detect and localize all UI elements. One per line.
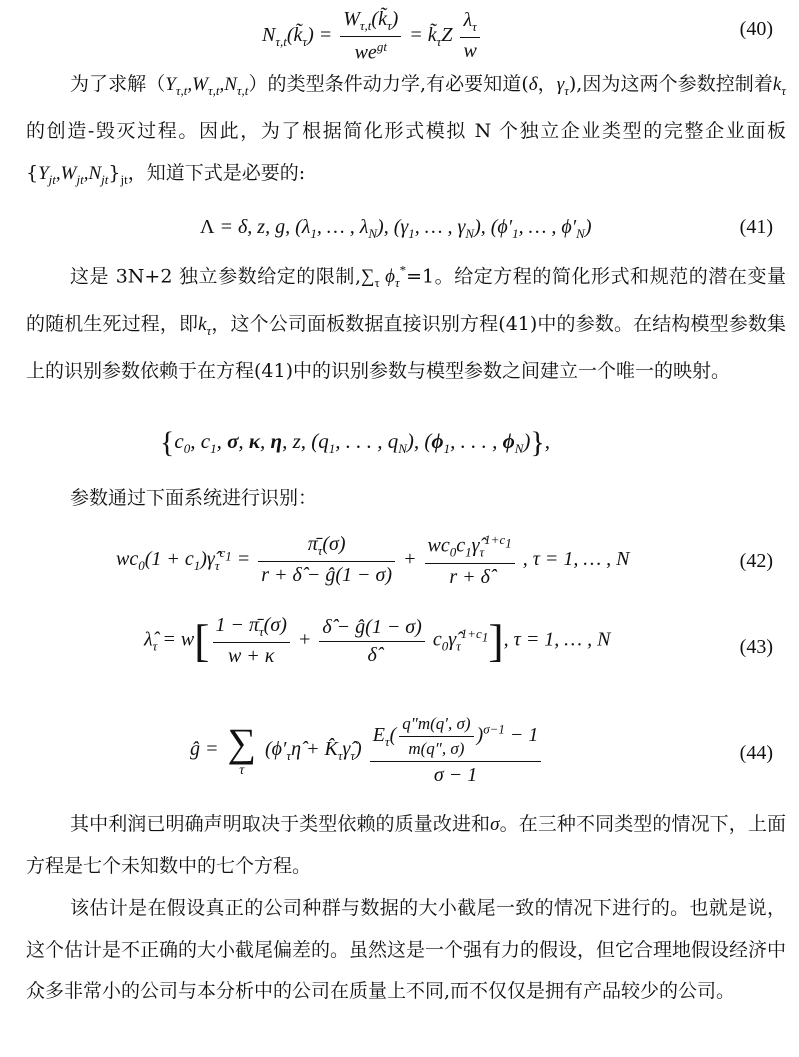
paragraph-2: 这是 3N+2 独立参数给定的限制$,\sum_\tau$ $\phi_\tau^*=1$。给定方程的简化形式和规范的潜在变量的随机生死过程，即$k_\tau$，这个公司面板数据直接识别方程(41)中的参数。在结构模型参数集上的识别参数依赖于在方程(41)中的识别参数与模型参数之间建立一个唯一的映射。: [26, 263, 787, 382]
equation-43-body: $\lambdâ_\tau = w$[ $\frac{1 - \pī_\tau(\sigma)}{w + \kappa}$ + $\frac{\deltâ - ĝ(1 - \sigma)}{\deltâ}$ $c_0\gammâ_\tau^{1+c_1}$], τ = 1, … , N: [144, 614, 611, 667]
paragraph-5: 该估计是在假设真正的公司种群与数据的大小截尾一致的情况下进行的。也就是说，这个估计是不正确的大小截尾偏差的。虽然这是一个强有力的假设，但它合理地假设经济中众多非常小的公司与本分析中的公司在质量上不同,而不仅仅是拥有产品较少的公司。: [26, 897, 787, 1002]
equation-43-number: (43): [739, 636, 773, 658]
equation-41-body: Λ = δ, z, g, ($\lambda_1$, … , $\lambda_N$), ($\gamma_1$, … , $\gamma_N$), ($\phi'_1$, … , $\phi'_N$): [200, 216, 592, 241]
equation-42-number: (42): [739, 550, 773, 572]
parameter-set: {$c_0$, $c_1$, σ, κ, η, z, ($q_1$, . . . , $q_N$), ($\phi_1$, . . . , $\phi_N$)},: [160, 426, 551, 459]
paragraph-4: 其中利润已明确声明取决于类型依赖的质量改进和σ。在三种不同类型的情况下，上面方程是七个未知数中的七个方程。: [26, 813, 786, 877]
equation-40: [0, 2, 799, 64]
equation-41-number: (41): [739, 216, 773, 238]
equation-43: [0, 612, 799, 684]
equation-44-number: (44): [739, 742, 773, 764]
equation-40-number: (40): [739, 18, 773, 40]
equation-42: [0, 528, 799, 598]
equation-40-body: $N_{\tau,t}(k̃_\tau)$ = $\frac{W_{\tau,t}(k̃_\tau)}{we^{gt}}$ = $k̃_\tau Z$ $\frac{\lambda_\tau}{w}$: [262, 8, 483, 65]
equation-44: [0, 700, 799, 804]
paragraph-1: 为了求解$(Y_{\tau,t},W_{\tau,t},N_{\tau,t})$的类型条件动力学,有必要知道(δ，$\gamma_\tau$),因为这两个参数控制着$k_\tau$的创造-毁灭过程。因此，为了根据简化形式模拟 N 个独立企业类型的完整企业面板$\{Y_{jt},W_{jt},N_{jt}\}_{jt}$，知道下式是必要的:: [26, 73, 786, 187]
equation-41: [0, 210, 799, 250]
paragraph-3: 参数通过下面系统进行识别：: [70, 487, 318, 509]
equation-44-body: ĝ = ∑ τ ($\phi'_\tau\etâ$ + $K̂_\tau\gammâ_\tau$) $E_\tau$( $\frac{q''m(q', \sigma)}{m(q'', \sigma)}$ )$^{\sigma-1}$ − 1 σ − 1: [190, 714, 544, 787]
equation-42-body: $wc_0(1$ + $c_1)\gammâ_\tau^{c_1}$ = $\frac{\pī_\tau(\sigma)}{r + \deltâ - ĝ(1 - \sigma)}$ + $\frac{wc_0c_1\gammâ_\tau^{1+c_1}}{r + \deltâ}$ , τ = 1, … , N: [116, 532, 630, 588]
